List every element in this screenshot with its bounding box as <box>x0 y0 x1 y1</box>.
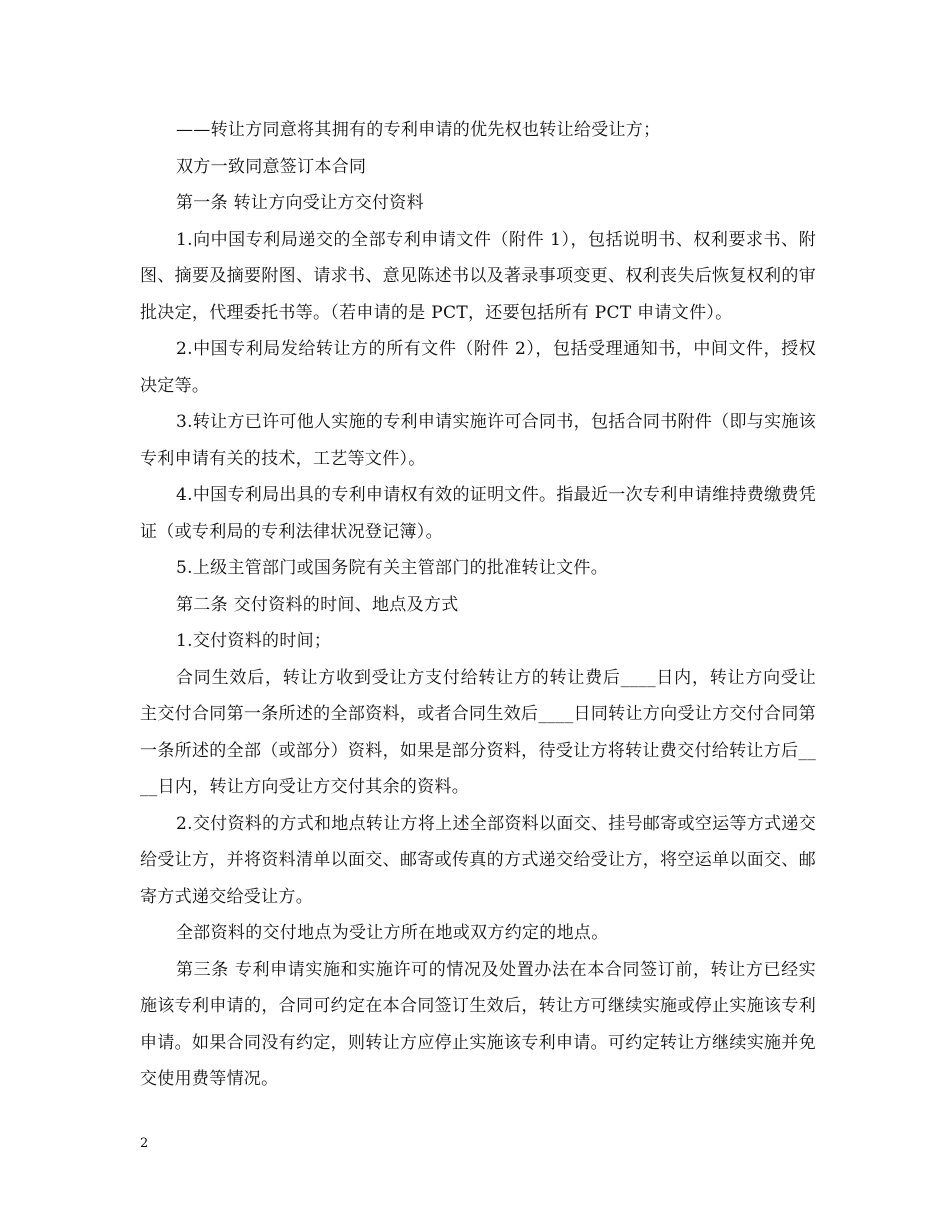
paragraph-item-1-2: 2.中国专利局发给转让方的所有文件（附件 2），包括受理通知书，中间文件，授权决定等。 <box>140 339 816 396</box>
page-number: 2 <box>140 1136 149 1151</box>
document-body <box>140 112 816 1098</box>
paragraph-agreement: 双方一致同意签订本合同 <box>176 156 367 177</box>
paragraph-delivery-location: 全部资料的交付地点为受让方所在地或双方约定的地点。 <box>176 923 609 943</box>
paragraph-delivery-time: 合同生效后，转让方收到受让方支付给转让方的转让费后____日内，转让方向受让主交付合同第一条所述的全部资料，或者合同生效后____日同转让方向受让方交付合同第一条所述的全部（或部分）资料，如果是部分资料，待受让方将转让费交付给转让方后____日内，转让方向受让方交付其余的资料。 <box>140 667 816 797</box>
section-heading-article-1: 第一条 转让方向受让方交付资料 <box>176 193 424 213</box>
paragraph-item-2-2: 2.交付资料的方式和地点转让方将上述全部资料以面交、挂号邮寄或空运等方式递交给受让方，并将资料清单以面交、邮寄或传真的方式递交给受让方，将空运单以面交、邮寄方式递交给受让方。 <box>140 813 816 907</box>
paragraph-item-1-3: 3.转让方已许可他人实施的专利申请实施许可合同书，包括合同书附件（即与实施该专利申请有关的技术，工艺等文件）。 <box>140 412 816 469</box>
section-heading-article-2: 第二条 交付资料的时间、地点及方式 <box>176 594 459 615</box>
paragraph-item-1-4: 4.中国专利局出具的专利申请权有效的证明文件。指最近一次专利申请维持费缴费凭证（或专利局的专利法律状况登记簿）。 <box>140 485 816 542</box>
paragraph-priority-transfer: ——转让方同意将其拥有的专利申请的优先权也转让给受让方； <box>176 120 661 140</box>
paragraph-item-2-1: 1.交付资料的时间； <box>176 631 332 651</box>
paragraph-item-1-5: 5.上级主管部门或国务院有关主管部门的批准转让文件。 <box>176 558 609 578</box>
paragraph-item-1-1: 1.向中国专利局递交的全部专利申请文件（附件 1），包括说明书、权利要求书、附图、摘要及摘要附图、请求书、意见陈述书以及著录事项变更、权利丧失后恢复权利的审批决定，代理委托书等。（若申请的是 PCT，还要包括所有 PCT 申请文件）。 <box>140 229 816 323</box>
section-article-3: 第三条 专利申请实施和实施许可的情况及处置办法在本合同签订前，转让方已经实施该专利申请的，合同可约定在本合同签订生效后，转让方可继续实施或停止实施该专利申请。如果合同没有约定，则转让方应停止实施该专利申请。可约定转让方继续实施并免交使用费等情况。 <box>140 959 816 1089</box>
